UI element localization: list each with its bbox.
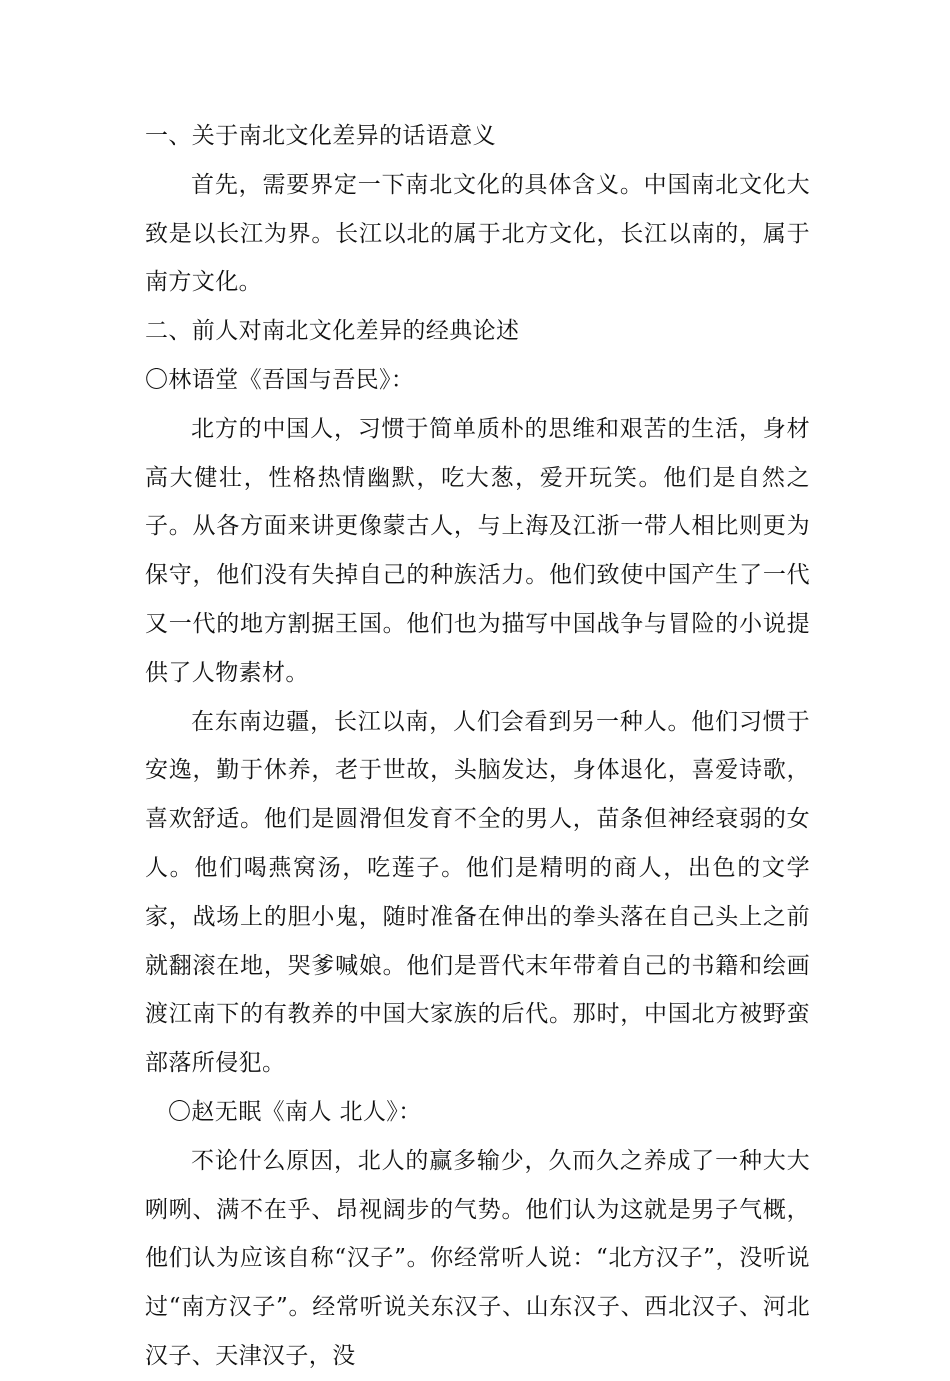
document-body (145, 112, 810, 1381)
source-citation-lin-yutang: 〇林语堂《吾国与吾民》： (145, 366, 415, 393)
section-heading-2: 二、前人对南北文化差异的经典论述 (145, 318, 520, 345)
paragraph-south: 在东南边疆，长江以南，人们会看到另一种人。他们习惯于安逸，勤于休养，老于世故，头脑发达，身体退化，喜爱诗歌，喜欢舒适。他们是圆滑但发育不全的男人，苗条但神经衰弱的女人。他们喝燕窝汤，吃莲子。他们是精明的商人，出色的文学家，战场上的胆小鬼，随时准备在伸出的拳头落在自己头上之前就翻滚在地，哭爹喊娘。他们是晋代末年带着自己的书籍和绘画渡江南下的有教养的中国大家族的后代。那时，中国北方被野蛮部落所侵犯。 (145, 708, 810, 1077)
source-citation-zhao-wumian: 〇赵无眠《南人 北人》： (168, 1098, 422, 1125)
paragraph-definition: 首先，需要界定一下南北文化的具体含义。中国南北文化大致是以长江为界。长江以北的属于北方文化，长江以南的，属于南方文化。 (145, 171, 810, 296)
paragraph-northerners: 不论什么原因，北人的赢多输少，久而久之养成了一种大大咧咧、满不在乎、昂视阔步的气势。他们认为这就是男子气概，他们认为应该自称“汉子”。你经常听人说：“北方汉子”，没听说过“南方汉子”。经常听说关东汉子、山东汉子、西北汉子、河北汉子、天津汉子，没 (145, 1147, 810, 1369)
section-heading-1: 一、关于南北文化差异的话语意义 (145, 123, 496, 149)
paragraph-north: 北方的中国人，习惯于简单质朴的思维和艰苦的生活，身材高大健壮，性格热情幽默，吃大葱，爱开玩笑。他们是自然之子。从各方面来讲更像蒙古人，与上海及江浙一带人相比则更为保守，他们没有失掉自己的种族活力。他们致使中国产生了一代又一代的地方割据王国。他们也为描写中国战争与冒险的小说提供了人物素材。 (145, 415, 810, 686)
